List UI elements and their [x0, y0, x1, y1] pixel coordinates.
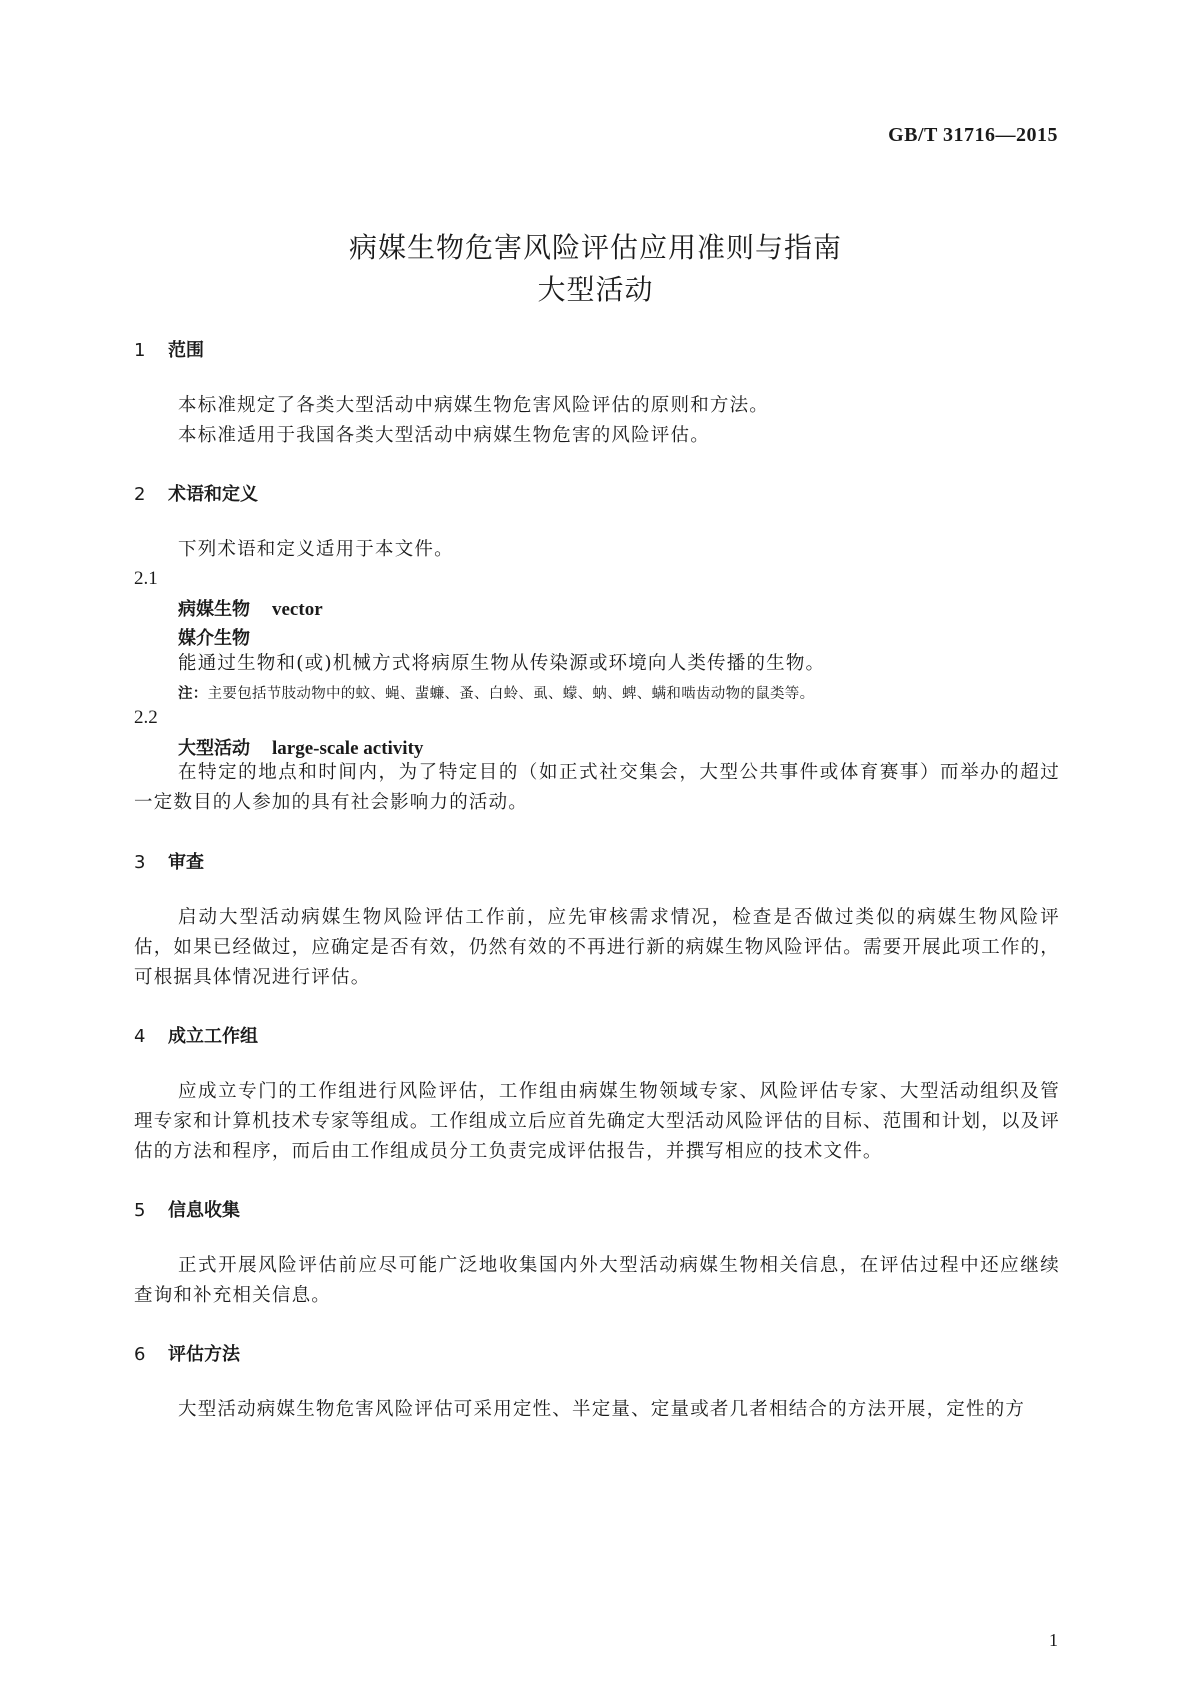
- term-en: vector: [272, 599, 323, 620]
- document-subtitle: 大型活动: [537, 273, 654, 306]
- section-number: 5: [134, 1200, 146, 1221]
- section-number: 3: [134, 852, 146, 873]
- paragraph: 启动大型活动病媒生物风险评估工作前，应先审核需求情况，检查是否做过类似的病媒生物风险评估，如果已经做过，应确定是否有效，仍然有效的不再进行新的病媒生物风险评估。需要开展此项工作的，可根据具体情况进行评估。: [134, 907, 1060, 988]
- section-number: 6: [134, 1344, 146, 1365]
- section-number: 2: [134, 484, 146, 505]
- section-heading-info: [134, 1196, 240, 1222]
- section-number: 1: [134, 340, 146, 361]
- paragraph: 本标准适用于我国各类大型活动中病媒生物危害的风险评估。: [178, 425, 710, 446]
- term-definition: 在特定的地点和时间内，为了特定目的（如正式社交集会，大型公共事件或体育赛事）而举办的超过一定数目的人参加的具有社会影响力的活动。: [134, 762, 1060, 813]
- note-text: 主要包括节肢动物中的蚊、蝇、蜚蠊、蚤、白蛉、虱、蠓、蚋、蜱、螨和啮齿动物的鼠类等。: [207, 686, 815, 702]
- section-heading-methods: [134, 1340, 240, 1366]
- section-title: 审查: [168, 852, 204, 873]
- term-note: [178, 682, 814, 703]
- document-title: 病媒生物危害风险评估应用准则与指南: [348, 231, 842, 264]
- term-zh: 大型活动: [178, 738, 250, 759]
- section-title: 范围: [168, 340, 204, 361]
- term-number: 2.2: [134, 707, 158, 728]
- paragraph: 应成立专门的工作组进行风险评估，工作组由病媒生物领域专家、风险评估专家、大型活动组织及管理专家和计算机技术专家等组成。工作组成立后应首先确定大型活动风险评估的目标、范围和计划，以及评估的方法和程序，而后由工作组成员分工负责完成评估报告，并撰写相应的技术文件。: [134, 1081, 1060, 1162]
- term-entry: [178, 734, 423, 760]
- section-title: 评估方法: [168, 1344, 240, 1365]
- term-en: large-scale activity: [272, 738, 424, 759]
- page-number: 1: [1049, 1630, 1058, 1650]
- section-heading-scope: [134, 336, 204, 362]
- section-title: 术语和定义: [168, 484, 258, 505]
- term-number: 2.1: [134, 568, 158, 589]
- paragraph: 大型活动病媒生物危害风险评估可采用定性、半定量、定量或者几者相结合的方法开展，定性的方: [178, 1399, 1026, 1420]
- standard-code: GB/T 31716—2015: [888, 124, 1058, 146]
- note-label: 注：: [178, 685, 208, 702]
- section-title: 信息收集: [168, 1200, 240, 1221]
- section-title: 成立工作组: [168, 1026, 258, 1047]
- section-heading-workgroup: [134, 1022, 258, 1048]
- paragraph: 下列术语和定义适用于本文件。: [178, 539, 454, 560]
- term-zh: 病媒生物: [178, 599, 250, 620]
- term-synonym: 媒介生物: [178, 628, 250, 649]
- section-number: 4: [134, 1026, 146, 1047]
- section-heading-review: [134, 848, 204, 874]
- paragraph: 正式开展风险评估前应尽可能广泛地收集国内外大型活动病媒生物相关信息，在评估过程中还应继续查询和补充相关信息。: [134, 1255, 1060, 1306]
- paragraph: 本标准规定了各类大型活动中病媒生物危害风险评估的原则和方法。: [178, 395, 770, 416]
- term-entry: [178, 595, 323, 621]
- term-definition: 能通过生物和(或)机械方式将病原生物从传染源或环境向人类传播的生物。: [178, 653, 826, 674]
- section-heading-terms: [134, 480, 258, 506]
